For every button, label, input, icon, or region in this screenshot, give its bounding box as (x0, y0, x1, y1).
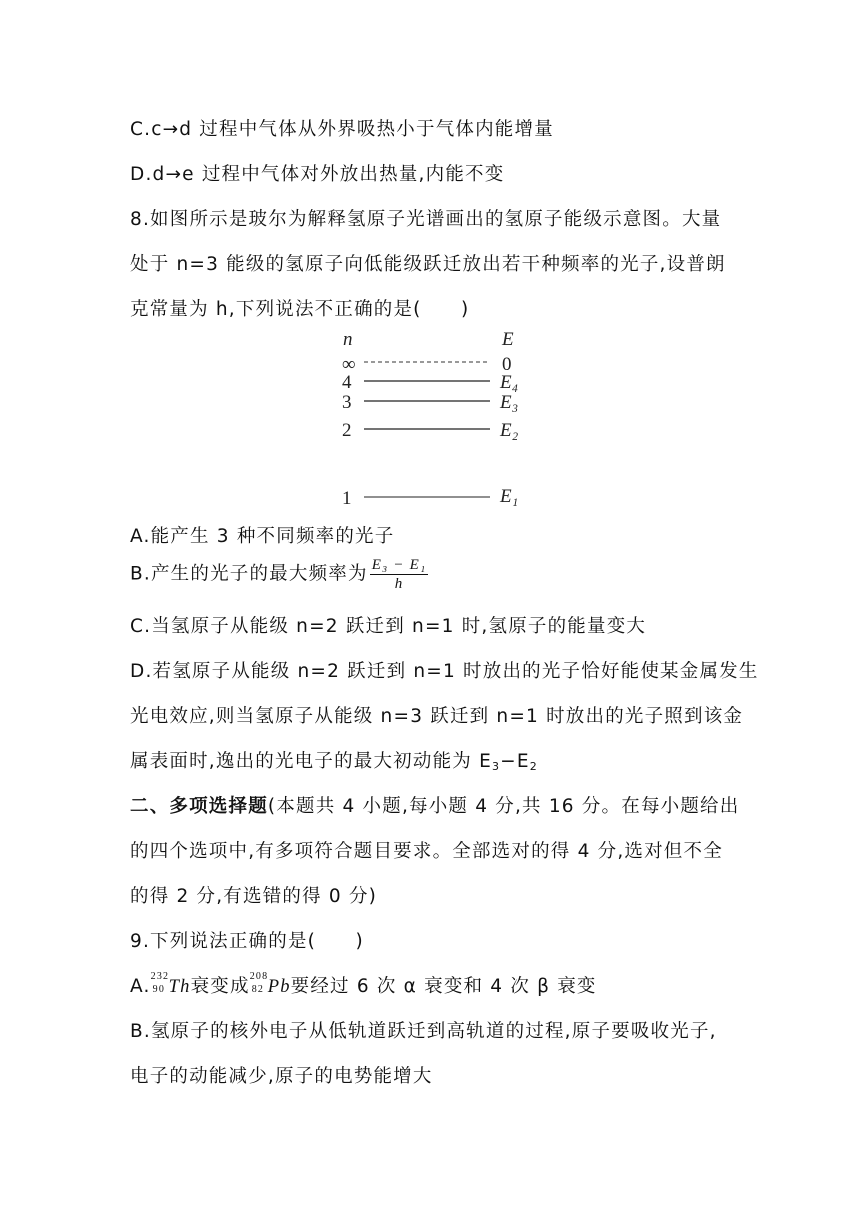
option-b9-line1: B.氢原子的核外电子从低轨道跃迁到高轨道的过程,原子要吸收光子, (130, 1021, 717, 1042)
option-a8-text: A.能产生 3 种不同频率的光子 (130, 526, 395, 547)
question-8-line2: 处于 n=3 能级的氢原子向低能级跃迁放出若干种频率的光子,设普朗 (130, 254, 726, 275)
fraction-numerator: E₃ − E₁ (371, 557, 427, 573)
option-b9-line2: 电子的动能减少,原子的电势能增大 (130, 1066, 433, 1087)
th-nuclide-scripts (150, 971, 170, 996)
section-2-description: (本题共 4 小题,每小题 4 分,共 16 分。在每小题给出 (267, 796, 740, 817)
subscript-3: 3 (491, 760, 501, 773)
option-c-text: C.c→d 过程中气体从外界吸热小于气体内能增量 (130, 119, 554, 140)
option-a9-suffix: 要经过 6 次 α 衰变和 4 次 β 衰变 (290, 976, 597, 997)
level-n-2: 2 (342, 420, 352, 441)
n-header: n (343, 329, 353, 350)
th-mass-number: 232 (150, 971, 170, 982)
level-n-inf: ∞ (342, 354, 356, 375)
option-a9-mid: 衰变成 (190, 976, 250, 997)
th-symbol: Th (168, 977, 191, 997)
option-d8-line2: 光电效应,则当氢原子从能级 n=3 跃迁到 n=1 时放出的光子照到该金 (130, 706, 744, 727)
level-e-2: E₂ (500, 420, 519, 441)
fraction-denominator: h (394, 576, 404, 592)
option-a9-prefix: A. (130, 976, 151, 997)
option-d8-line3 (130, 747, 538, 773)
level-n-3: 3 (342, 392, 352, 413)
option-b8-text (130, 556, 428, 593)
section-2-header (130, 792, 739, 818)
option-a9-text (130, 972, 597, 998)
level-n-4: 4 (342, 372, 352, 393)
section-2-line2: 的四个选项中,有多项符合题目要求。全部选对的得 4 分,选对但不全 (130, 841, 723, 862)
level-e-3: E₃ (500, 392, 519, 413)
pb-nuclide-scripts (249, 971, 269, 996)
option-c8-text: C.当氢原子从能级 n=2 跃迁到 n=1 时,氢原子的能量变大 (130, 616, 647, 637)
level-e-4: E₄ (500, 372, 519, 393)
option-d8-line3-text: 属表面时,逸出的光电子的最大初动能为 E (130, 751, 492, 772)
question-9-text: 9.下列说法正确的是( ) (130, 931, 364, 952)
option-d-text: D.d→e 过程中气体对外放出热量,内能不变 (130, 164, 505, 185)
minus-e: −E (500, 751, 530, 772)
energy-level-diagram (0, 0, 860, 520)
level-e-inf: 0 (502, 354, 512, 375)
section-2-title: 二、多项选择题 (130, 796, 268, 817)
e-header: E (502, 329, 514, 350)
level-n-1: 1 (342, 488, 352, 509)
subscript-2: 2 (529, 760, 538, 773)
question-8-line1: 8.如图所示是玻尔为解释氢原子光谱画出的氢原子能级示意图。大量 (130, 209, 722, 230)
question-8-line3: 克常量为 h,下列说法不正确的是( ) (130, 299, 470, 320)
option-d8-line1: D.若氢原子从能级 n=2 跃迁到 n=1 时放出的光子恰好能使某金属发生 (130, 661, 759, 682)
section-2-line3: 的得 2 分,有选错的得 0 分) (130, 886, 378, 907)
pb-atomic-number: 82 (251, 984, 265, 995)
level-e-1: E₁ (500, 486, 519, 507)
pb-symbol: Pb (267, 977, 291, 997)
option-b8-prefix: B.产生的光子的最大频率为 (130, 563, 368, 585)
max-frequency-fraction (370, 556, 429, 593)
pb-mass-number: 208 (249, 971, 269, 982)
th-atomic-number: 90 (152, 984, 166, 995)
